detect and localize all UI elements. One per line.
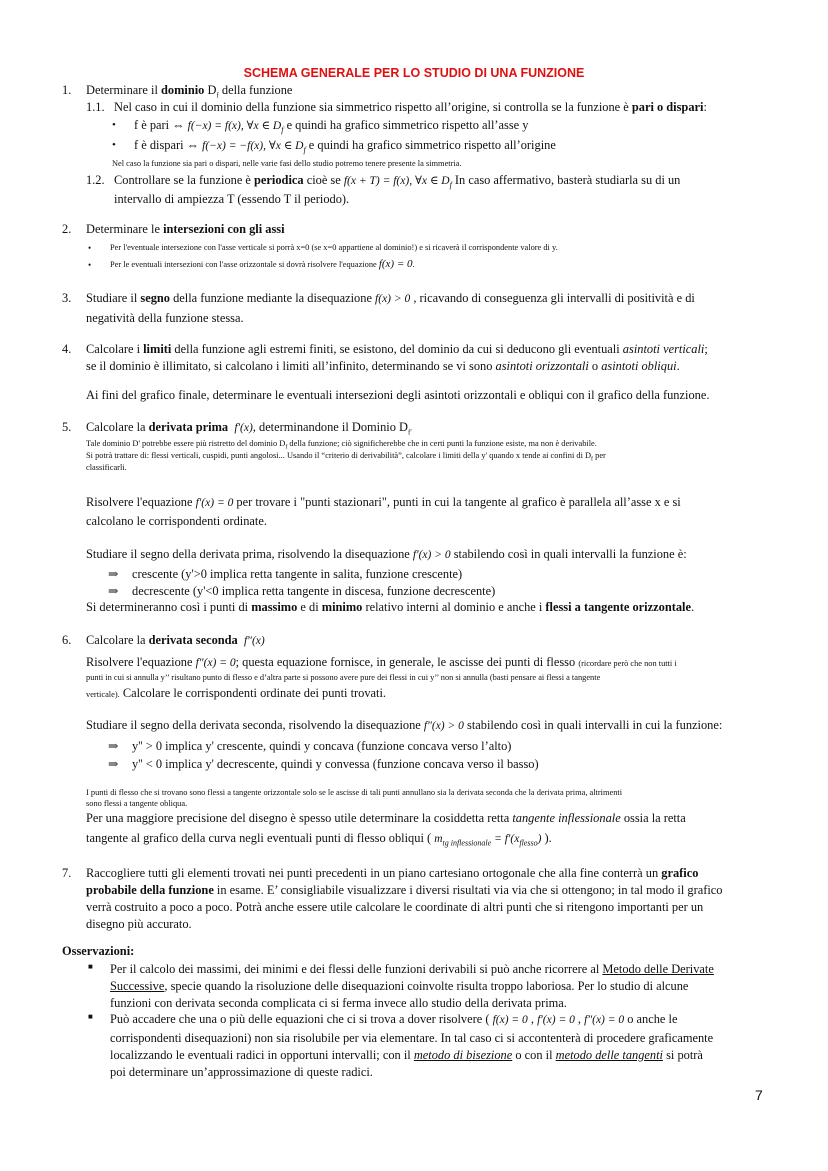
section-7-line-2: probabile della funzione in esame. E’ consigliabile visualizzare i diversi risultati via via che si ottengono; in tal modo il grafico <box>86 883 723 897</box>
page-number: 7 <box>755 1087 763 1103</box>
horizontal-axis-intersection-note: Per le eventuali intersezioni con l'asse orizzontale si dovrà risolvere l'equazione f(x) = 0. <box>110 258 415 270</box>
observation-2-line-1: Può accadere che una o più delle equazioni che ci si trova a dover risolvere ( f(x) = 0 , f′(x) = 0 , f″(x) = 0 o anche le <box>110 1012 678 1026</box>
first-derivative-sign-study: Studiare il segno della derivata prima, risolvendo la disequazione f′(x) > 0 stabilendo così in quali intervalli la funzione è: <box>86 547 687 561</box>
max-min-conclusion: Si determineranno così i punti di massimo e di minimo relativo interni al dominio e anche i flessi a tangente orizzontale. <box>86 600 695 614</box>
section-1-1-text: Nel caso in cui il dominio della funzione sia simmetrico rispetto all’origine, si controlla se la funzione è pari o dispari: <box>114 100 707 114</box>
section-4-number: 4. <box>62 342 72 356</box>
observations-title: Osservazioni: <box>62 944 135 958</box>
section-3-number: 3. <box>62 291 72 305</box>
inflection-equation-line-2: punti in cui si annulla y’’ risultano punto di flesso e d’altra parte si possono avere pure dei flessi in cui y’’ non si annulla (basti pensare ai flessi a tangente <box>86 673 601 682</box>
square-bullet-icon: ■ <box>88 1012 93 1021</box>
section-6-number: 6. <box>62 633 72 647</box>
section-7-number: 7. <box>62 866 72 880</box>
square-bullet-icon: ■ <box>88 962 93 971</box>
inflection-note-1: I punti di flesso che si trovano sono flessi a tangente orizzontale solo se le ascisse di tali punti annullano sia la derivata seconda che la derivata prima, altrimenti <box>86 788 623 797</box>
decreasing-note: decrescente (y'<0 implica retta tangente in discesa, funzione decrescente) <box>132 584 496 598</box>
section-5-heading: Calcolare la derivata prima f′(x), determinandone il Dominio $D_{f'}$ <box>86 420 412 437</box>
arrow-icon: ⇒ <box>108 567 119 581</box>
observation-2-line-2: corrispondenti disequazioni) non sia risolubile per via elementare. In tal caso ci si accontenterà di procedere graficamente <box>110 1031 714 1045</box>
section-3-text: Studiare il segno della funzione mediante la disequazione f(x) > 0 , ricavando di conseguenza gli intervalli di positività e di negatività della funzione stessa. <box>86 291 695 325</box>
section-1-2-text-cont: intervallo di ampiezza T (essendo T il periodo). <box>114 192 350 206</box>
arrow-icon: ⇒ <box>108 757 119 771</box>
section-1-1-number: 1.1. <box>86 100 105 114</box>
section-1-number: 1. <box>62 83 72 97</box>
pari-definition: f è pari ⇔ f(−x) = f(x), ∀x ∈ $D_f$ e quindi ha grafico simmetrico rispetto all’asse y <box>134 118 529 135</box>
vertical-axis-intersection-note: Per l'eventuale intersezione con l'asse verticale si porrà x=0 (se x=0 appartiene al dominio!) e si ricaverà il corrispondente valore di y. <box>110 243 558 252</box>
increasing-note: crescente (y'>0 implica retta tangente in salita, funzione crescente) <box>132 567 463 581</box>
observation-2-line-4: poi determinare un’approssimazione di queste radici. <box>110 1065 373 1079</box>
dispari-definition: f è dispari ⇔ f(−x) = −f(x), ∀x ∈ $D_f$ e quindi ha grafico simmetrico rispetto all’origine <box>134 138 556 155</box>
second-derivative-sign-study: Studiare il segno della derivata seconda, risolvendo la disequazione f″(x) > 0 stabilendo così in quali intervalli in cui la funzione: <box>86 718 723 732</box>
section-2-number: 2. <box>62 222 72 236</box>
tangent-precision-line-2: tangente al grafico della curva negli eventuali punti di flesso obliqui ( $m_{tg inflessionale} = f'(x_{flesso})$ ). <box>86 831 552 848</box>
bullet-icon: • <box>112 139 116 151</box>
inflection-equation-line-3: verticale). Calcolare le corrispondenti ordinate dei punti trovati. <box>86 686 387 700</box>
stationary-points-line-1: Risolvere l'equazione f′(x) = 0 per trovare i "punti stazionari", punti in cui la tangente al grafico è parallela all’asse x e si <box>86 495 681 509</box>
section-6-heading: Calcolare la derivata seconda f″(x) <box>86 633 265 647</box>
observation-1-line-2: Successive, specie quando la risoluzione delle disequazioni coinvolte risulta troppo laboriosa. Per lo studio di alcune <box>110 979 689 993</box>
arrow-icon: ⇒ <box>108 739 119 753</box>
page-title: SCHEMA GENERALE PER LO STUDIO DI UNA FUNZIONE <box>243 66 585 80</box>
bullet-icon: • <box>88 260 92 270</box>
observation-1-line-1: Per il calcolo dei massimi, dei minimi e dei flessi delle funzioni derivabili si può anche ricorrere al Metodo delle Derivate <box>110 962 714 976</box>
inflection-equation-line-1: Risolvere l'equazione f″(x) = 0; questa equazione fornisce, in generale, le ascisse dei punti di flesso (ricordare però che non tutti i <box>86 655 677 669</box>
inflection-note-2: sono flessi a tangente obliqua. <box>86 799 188 808</box>
bullet-icon: • <box>112 119 116 131</box>
section-2-heading: Determinare le intersezioni con gli assi <box>86 222 285 236</box>
observation-2-line-3: localizzando le eventuali radici in opportuni intervalli; con il metodo di bisezione o con il metodo delle tangenti si potrà <box>110 1048 703 1062</box>
arrow-icon: ⇒ <box>108 584 119 598</box>
section-7-line-3: verrà costruito a poco a poco. Potrà anche essere utile calcolare le coordinate di altri punti che si ritengono importanti per un <box>86 900 704 914</box>
derivability-note-2: Si potrà trattare di: flessi verticali, cuspidi, punti angolosi... Usando il “criterio di derivabilità”, calcolare i limiti della y' quando x tende ai confini di $D_f$ per <box>86 451 606 463</box>
observation-1-line-3: funzioni con derivata seconda complicata ci si ferma invece allo studio della derivata prima. <box>110 996 567 1010</box>
symmetry-note: Nel caso la funzione sia pari o dispari, nelle varie fasi dello studio potremo tenere presente la simmetria. <box>112 159 462 168</box>
section-5-number: 5. <box>62 420 72 434</box>
section-7-line-1: Raccogliere tutti gli elementi trovati nei punti precedenti in un piano cartesiano ortogonale che alla fine conterrà un grafico <box>86 866 699 880</box>
concave-up-note: y'' > 0 implica y' crescente, quindi y concava (funzione concava verso l’alto) <box>132 739 512 753</box>
section-4-line-2: se il dominio è illimitato, si calcolano i limiti all’infinito, determinando se vi sono asintoti orizzontali o asintoti obliqui. <box>86 359 680 373</box>
tangent-precision-line-1: Per una maggiore precisione del disegno è spesso utile determinare la cosiddetta retta tangente inflessionale ossia la retta <box>86 811 686 825</box>
derivability-note-3: classificarli. <box>86 463 127 472</box>
section-1-heading: Determinare il dominio $D_f$ della funzione <box>86 83 293 100</box>
section-1-2-number: 1.2. <box>86 173 105 187</box>
section-1-2-text: Controllare se la funzione è periodica cioè se f(x + T) = f(x), ∀x ∈ $D_f$ In caso affermativo, basterà studiarla su di un <box>114 173 681 190</box>
section-7-line-4: disegno più accurato. <box>86 917 192 931</box>
concave-down-note: y'' < 0 implica y' decrescente, quindi y convessa (funzione concava verso il basso) <box>132 757 539 771</box>
derivability-note-1: Tale dominio D' potrebbe essere più ristretto del dominio $D_f$ della funzione; ciò significherebbe che in certi punti la funzione esiste, ma non è derivabile. <box>86 439 597 451</box>
section-4-line-1: Calcolare i limiti della funzione agli estremi finiti, se esistono, del dominio da cui si deducono gli eventuali asintoti verticali; <box>86 342 708 356</box>
section-4-line-3: Ai fini del grafico finale, determinare le eventuali intersezioni degli asintoti orizzontali e obliqui con il grafico della funzione. <box>86 388 710 402</box>
bullet-icon: • <box>88 243 92 253</box>
stationary-points-line-2: calcolano le corrispondenti ordinate. <box>86 514 267 528</box>
